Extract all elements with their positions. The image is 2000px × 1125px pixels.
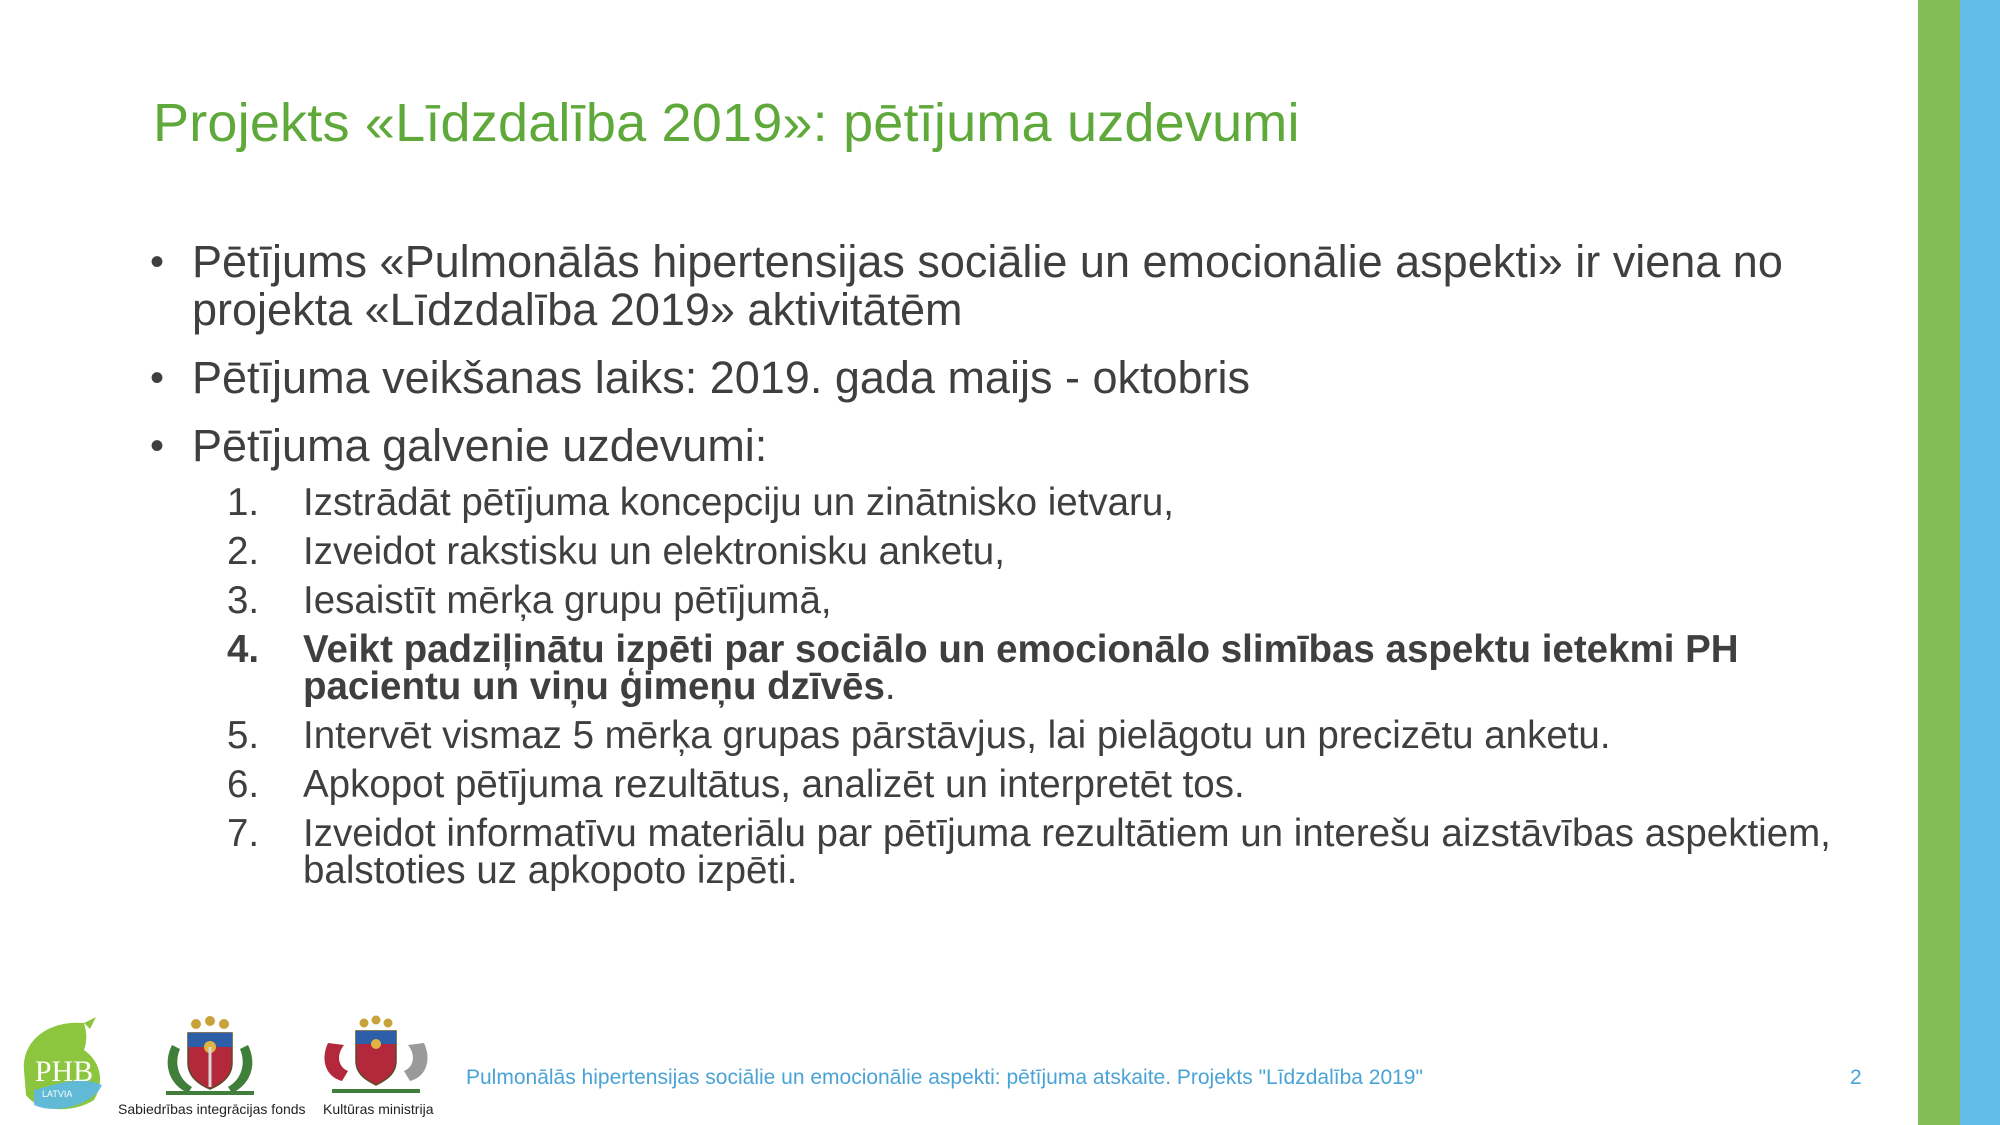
bullet-item bbox=[150, 354, 1850, 402]
task-item bbox=[150, 530, 1850, 573]
bullet-item bbox=[150, 238, 1850, 334]
phb-latvia-logo bbox=[14, 1015, 114, 1115]
km-logo-caption: Kultūras ministrija bbox=[323, 1101, 434, 1117]
task-item bbox=[150, 579, 1850, 622]
task-text: Intervēt vismaz 5 mērķa grupas pārstāvjus, lai pielāgotu un precizētu anketu. bbox=[303, 714, 1611, 757]
bullet-icon: • bbox=[150, 356, 165, 400]
phb-logo-text: PHB bbox=[34, 1055, 94, 1088]
task-number: 1. bbox=[227, 481, 260, 524]
task-list bbox=[150, 481, 1850, 892]
task-item bbox=[150, 812, 1850, 892]
task-item bbox=[150, 763, 1850, 806]
task-text: Iesaistīt mērķa grupu pētījumā, bbox=[303, 579, 832, 622]
task-number: 6. bbox=[227, 763, 260, 806]
phb-logo-subtext: LATVIA bbox=[42, 1089, 73, 1099]
task-number: 7. bbox=[227, 812, 260, 855]
task-text: Izveidot informatīvu materiālu par pētījuma rezultātiem un interešu aizstāvības aspektiem, balstoties uz apkopoto izpēti. bbox=[303, 812, 1831, 892]
slide-title: Projekts «Līdzdalība 2019»: pētījuma uzdevumi bbox=[153, 93, 1300, 153]
footer-text: Pulmonālās hipertensijas sociālie un emocionālie aspekti: pētījuma atskaite. Projekts "Līdzdalība 2019" bbox=[466, 1066, 1423, 1089]
task-item-highlighted bbox=[150, 628, 1850, 708]
task-item bbox=[150, 714, 1850, 757]
bullet-text: Pētījuma galvenie uzdevumi: bbox=[192, 420, 768, 471]
bullet-text: Pētījuma veikšanas laiks: 2019. gada maijs - oktobris bbox=[192, 352, 1251, 403]
task-text: Apkopot pētījuma rezultātus, analizēt un interpretēt tos. bbox=[303, 763, 1245, 806]
task-text: Veikt padziļinātu izpēti par sociālo un emocionālo slimības aspektu ietekmi PH pacientu un viņu ģimeņu dzīvēs bbox=[303, 628, 1739, 708]
task-text: Izveidot rakstisku un elektronisku anketu, bbox=[303, 530, 1005, 573]
blue-side-stripe bbox=[1960, 0, 2000, 1125]
slide-content bbox=[150, 238, 1850, 901]
task-number: 4. bbox=[227, 628, 260, 671]
task-number: 5. bbox=[227, 714, 260, 757]
bullet-text: Pētījums «Pulmonālās hipertensijas sociālie un emocionālie aspekti» ir viena no projekta «Līdzdalība 2019» aktivitātēm bbox=[192, 236, 1783, 335]
bullet-item bbox=[150, 422, 1850, 470]
green-side-stripe bbox=[1918, 0, 1960, 1125]
sif-logo-caption: Sabiedrības integrācijas fonds bbox=[118, 1101, 306, 1117]
task-item bbox=[150, 481, 1850, 524]
bullet-icon: • bbox=[150, 240, 165, 284]
page-number: 2 bbox=[1850, 1066, 1862, 1089]
task-text: Izstrādāt pētījuma koncepciju un zinātnisko ietvaru, bbox=[303, 481, 1174, 524]
task-text-period: . bbox=[884, 665, 896, 708]
task-number: 2. bbox=[227, 530, 260, 573]
task-number: 3. bbox=[227, 579, 260, 622]
bullet-icon: • bbox=[150, 424, 165, 468]
